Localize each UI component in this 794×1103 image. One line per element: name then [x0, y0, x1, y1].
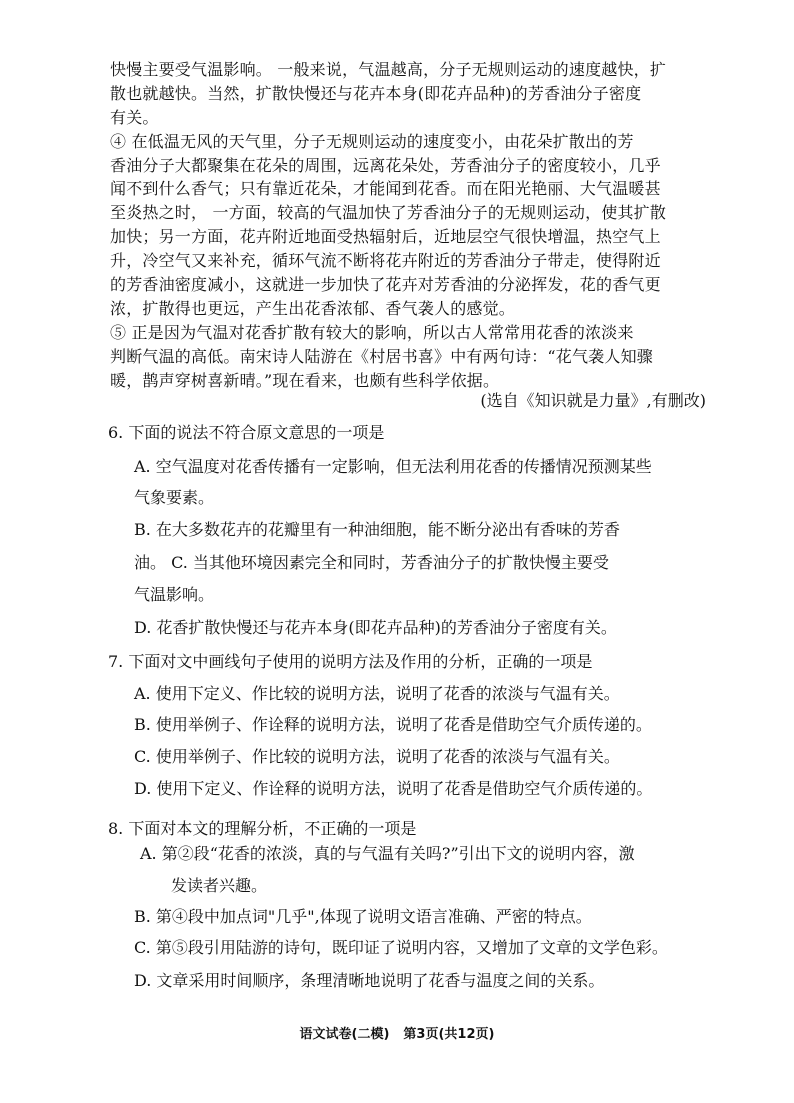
question-6-option-a-cont: 气象要素。	[134, 488, 215, 507]
question-7-option-b: B. 使用举例子、作诠释的说明方法，说明了花香是借助空气介质传递的。	[134, 715, 652, 734]
passage-line: 升，冷空气又来补充，循环气流不断将花卉附近的芳香油分子带走，使得附近	[110, 251, 661, 271]
passage-line: ⑤ 正是因为气温对花香扩散有较大的影响，所以古人常常用花香的浓淡来	[110, 322, 634, 342]
question-6-stem: 6. 下面的说法不符合原文意思的一项是	[108, 423, 385, 442]
question-8-stem: 8. 下面对本文的理解分析，不正确的一项是	[108, 819, 417, 838]
passage-line: 加快；另一方面，花卉附近地面受热辐射后，近地层空气很快增温，热空气上	[110, 227, 661, 247]
passage-line: 闻不到什么香气；只有靠近花朵，才能闻到花香。而在阳光艳丽、大气温暖甚	[110, 179, 661, 199]
passage-line: 香油分子大都聚集在花朵的周围，远离花朵处，芳香油分子的密度较小，几乎	[110, 155, 661, 175]
question-7-stem: 7. 下面对文中画线句子使用的说明方法及作用的分析，正确的一项是	[108, 652, 593, 671]
question-6-option-b: B. 在大多数花卉的花瓣里有一种油细胞，能不断分泌出有香味的芳香	[134, 520, 620, 539]
question-7-option-a: A. 使用下定义、作比较的说明方法，说明了花香的浓淡与气温有关。	[134, 684, 620, 703]
passage-line: 至炎热之时， 一方面，较高的气温加快了芳香油分子的无规则运动，使其扩散	[110, 203, 667, 223]
passage-line: 有关。	[110, 107, 159, 127]
question-8-option-d: D. 文章采用时间顺序，条理清晰地说明了花香与温度之间的关系。	[134, 971, 605, 990]
reading-passage	[110, 58, 710, 392]
passage-line: ④ 在低温无风的天气里，分子无规则运动的速度变小，由花朵扩散出的芳	[110, 131, 634, 151]
question-8-option-c: C. 第⑤段引用陆游的诗句，既印证了说明内容，又增加了文章的文学色彩。	[134, 938, 668, 957]
passage-line: 快慢主要受气温影响。 一般来说，气温越高，分子无规则运动的速度越快，扩	[110, 60, 667, 79]
passage-line: 判断气温的高低。南宋诗人陆游在《村居书喜》中有两句诗：“花气袭人知骤	[110, 346, 653, 366]
question-8-option-a: A. 第②段“花香的浓淡，真的与气温有关吗?”引出下文的说明内容，激	[140, 844, 635, 863]
question-7-option-d: D. 使用下定义、作诠释的说明方法，说明了花香是借助空气介质传递的。	[134, 779, 653, 798]
passage-source: (选自《知识就是力量》,有删改)	[480, 391, 706, 410]
question-6-option-d: D. 花香扩散快慢还与花卉本身(即花卉品种)的芳香油分子密度有关。	[134, 618, 617, 637]
passage-line: 散也就越快。当然，扩散快慢还与花卉本身(即花卉品种)的芳香油分子密度	[110, 83, 642, 103]
passage-line: 的芳香油密度减小，这就进一步加快了花卉对芳香油的分泌挥发，花的香气更	[110, 275, 661, 295]
question-6-option-a: A. 空气温度对花香传播有一定影响，但无法利用花香的传播情况预测某些	[134, 457, 652, 476]
question-6-option-b-c: 油。 C. 当其他环境因素完全和同时，芳香油分子的扩散快慢主要受	[134, 553, 609, 572]
passage-line: 暖，鹊声穿树喜新晴。”现在看来，也颇有些科学依据。	[110, 370, 500, 390]
question-8-option-a-cont: 发读者兴趣。	[171, 876, 268, 895]
footer-exam-title: 语文试卷(二模)	[299, 1027, 390, 1042]
footer-page-number: 第3页(共12页)	[403, 1027, 495, 1042]
question-7-option-c: C. 使用举例子、作比较的说明方法，说明了花香的浓淡与气温有关。	[134, 747, 620, 766]
passage-line: 浓，扩散得也更远，产生出花香浓郁、香气袭人的感觉。	[110, 298, 516, 318]
question-8-option-b: B. 第④段中加点词"几乎",体现了说明文语言准确、严密的特点。	[134, 907, 592, 926]
page-footer	[0, 1023, 794, 1042]
question-6-option-c-cont: 气温影响。	[134, 585, 215, 604]
